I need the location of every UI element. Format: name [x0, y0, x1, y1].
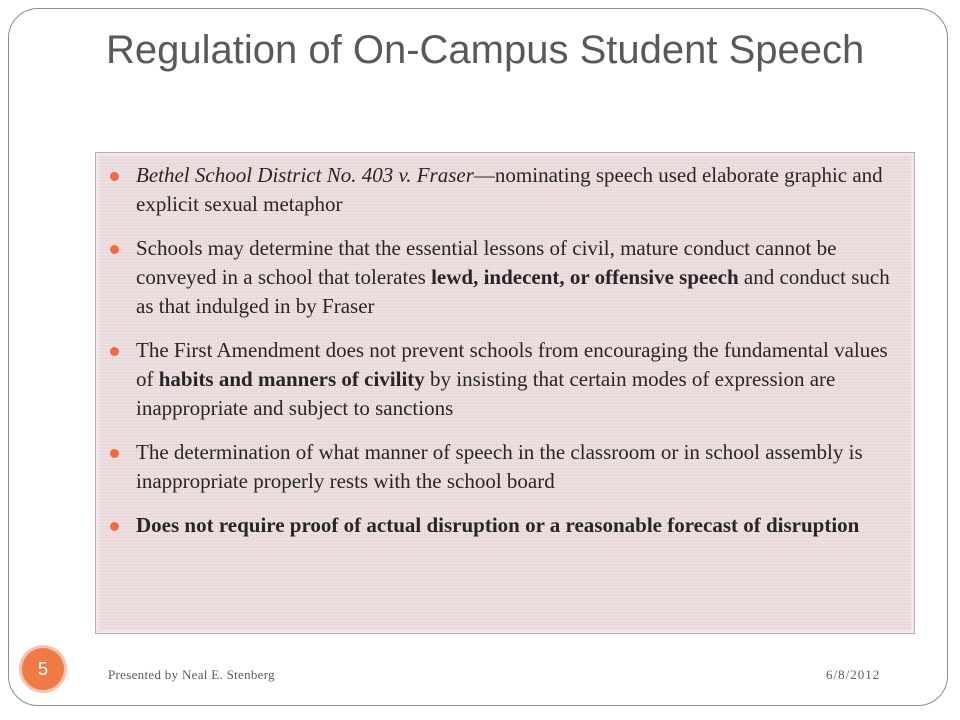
bullet-item-fraser-case: [108, 161, 900, 219]
case-name: Bethel School District No. 403 v. Fraser: [136, 163, 474, 187]
bullet-list: [108, 161, 900, 555]
bullet-dot-icon: [110, 522, 119, 531]
bullet-dot-icon: [110, 347, 119, 356]
bullet-text-bold: habits and manners of civility: [158, 367, 425, 391]
slide-number-badge: [22, 648, 64, 690]
bullet-text-post: and conduct such as that indulged in by Fraser: [136, 265, 890, 318]
bullet-text: The determination of what manner of speech in the classroom or in school assembly is inappropriate properly rests with the school board: [136, 440, 863, 493]
bullet-text: nominating speech used elaborate graphic and explicit sexual metaphor: [136, 163, 883, 216]
slide-number: 5: [37, 658, 48, 679]
footer-presenter: Presented by Neal E. Stenberg: [108, 667, 275, 682]
bullet-item-lewd-speech: [108, 234, 900, 321]
bullet-dot-icon: [110, 172, 119, 181]
bullet-item-civility: [108, 336, 900, 423]
bullet-text-bold: Does not require proof of actual disruption or a reasonable forecast of disruption: [136, 513, 860, 537]
bullet-dot-icon: [110, 449, 119, 458]
bullet-dot-icon: [110, 245, 119, 254]
bullet-item-school-board: [108, 438, 900, 496]
content-placeholder: [95, 152, 915, 634]
slide-title: Regulation of On-Campus Student Speech: [106, 28, 865, 72]
footer-date: 6/8/2012: [826, 667, 881, 682]
bullet-text-bold: lewd, indecent, or offensive speech: [431, 265, 739, 289]
bullet-text-pre: Schools may determine that the essential lessons of civil, mature conduct cannot be conveyed in a school that tolerates: [136, 236, 837, 289]
bullet-text-pre: The First Amendment does not prevent schools from encouraging the fundamental values of: [136, 338, 888, 391]
bullet-item-no-disruption-proof: [108, 511, 900, 540]
em-dash: —: [473, 163, 495, 187]
bullet-text-post: by insisting that certain modes of expression are inappropriate and subject to sanctions: [136, 367, 836, 420]
